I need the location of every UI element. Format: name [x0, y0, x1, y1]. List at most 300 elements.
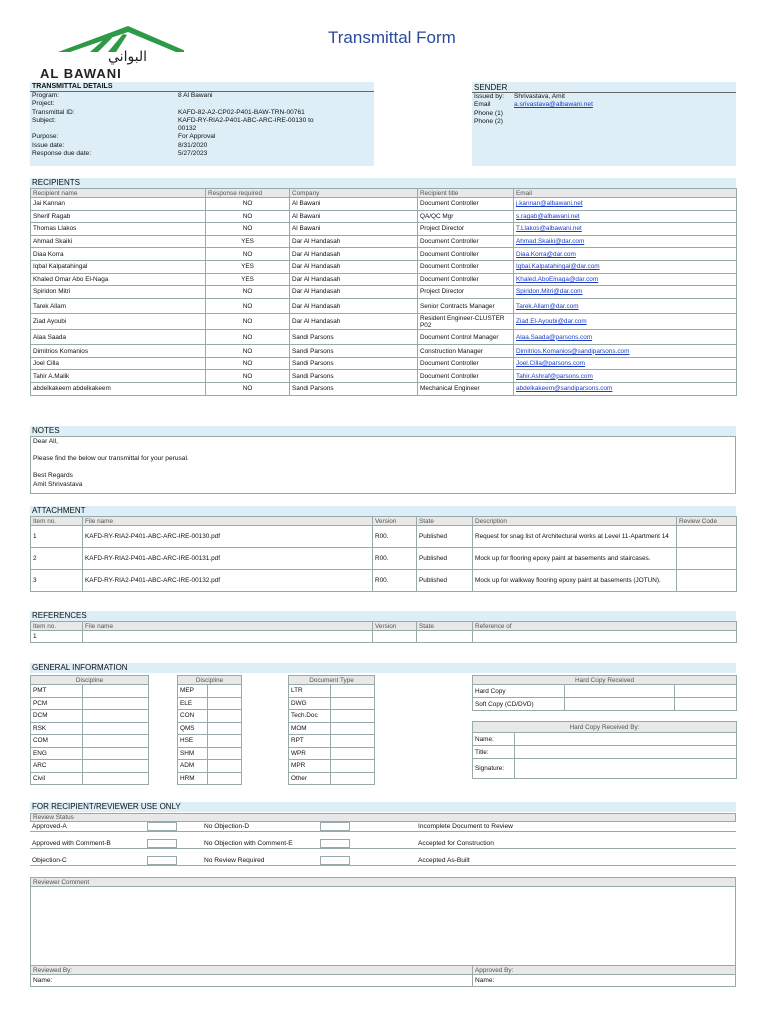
detail-label: Purpose: — [32, 133, 59, 141]
table-row — [31, 357, 737, 370]
category-checkbox-cell[interactable] — [83, 685, 149, 698]
review-status-checkbox[interactable] — [147, 856, 177, 865]
table-cell: 3 — [31, 570, 83, 592]
table-cell: Dar Al Handasah — [290, 235, 418, 248]
column-header: Company — [290, 189, 418, 198]
table-row — [31, 631, 737, 643]
table-row — [31, 223, 737, 236]
category-checkbox-cell[interactable] — [331, 722, 375, 735]
notes-line: Best Regards — [33, 472, 73, 480]
column-header: Review Code — [677, 517, 737, 526]
column-header: Version — [373, 622, 417, 631]
table-cell: Published — [417, 548, 473, 570]
table-row — [178, 685, 242, 698]
table-cell: NO — [206, 286, 290, 299]
discipline-header: Discipline — [178, 676, 242, 685]
category-checkbox-cell[interactable] — [331, 760, 375, 773]
table-cell: YES — [206, 260, 290, 273]
company-logo — [38, 22, 184, 80]
logo-arabic-text: البواني — [108, 49, 148, 65]
table-cell: Joel Cilla — [31, 357, 206, 370]
detail-value: KAFD-82-A2-CP02-P401-BAW-TRN-00761 — [178, 108, 305, 116]
attachment-file-link[interactable]: KAFD-RY-RIA2-P401-ABC-ARC-IRE-00132.pdf — [83, 570, 373, 592]
table-cell: Construction Manager — [418, 345, 514, 358]
table-cell: Sandi Parsons — [290, 357, 418, 370]
notes-line: Amit Shrivastava — [33, 480, 83, 488]
table-row — [31, 685, 149, 698]
table-row — [31, 370, 737, 383]
recipient-email-link[interactable]: Diaa.Korra@dar.com — [514, 248, 737, 261]
category-label: PCM — [31, 697, 83, 710]
table-cell: Sherif Ragab — [31, 210, 206, 223]
detail-value: For Approval — [178, 133, 216, 141]
table-cell: Tahir A.Malik — [31, 370, 206, 383]
table-row — [178, 747, 242, 760]
category-checkbox-cell[interactable] — [208, 760, 242, 773]
table-row — [178, 722, 242, 735]
table-row — [31, 210, 737, 223]
category-checkbox-cell[interactable] — [331, 697, 375, 710]
review-status-row-line — [202, 865, 416, 866]
column-header: File name — [83, 622, 373, 631]
review-status-option: Accepted As-Built — [418, 857, 470, 864]
review-status-option: Accepted for Construction — [418, 840, 494, 847]
recipient-email-link[interactable]: Tarek.Allam@dar.com — [514, 298, 737, 314]
sender-value — [514, 110, 593, 118]
table-row — [31, 329, 737, 345]
detail-label: Transmittal ID: — [32, 108, 75, 116]
sender-email-link[interactable]: a.srivastava@albawani.net — [514, 101, 593, 109]
table-cell: 1 — [31, 526, 83, 548]
table-cell: NO — [206, 345, 290, 358]
table-row — [178, 697, 242, 710]
table-cell: Document Controller — [418, 198, 514, 211]
recipients-heading: RECIPIENTS — [30, 178, 736, 188]
table-cell: Sandi Parsons — [290, 383, 418, 396]
discipline-table-1 — [30, 675, 149, 785]
category-label: RPT — [289, 735, 331, 748]
hard-copy-table-wrap — [472, 675, 736, 711]
review-status-option: No Review Required — [204, 857, 265, 864]
table-cell: NO — [206, 370, 290, 383]
hard-copy-input[interactable] — [675, 698, 737, 711]
category-label: ARC — [31, 760, 83, 773]
recipient-email-link[interactable]: Iqbal.Kalpatahingal@dar.com — [514, 260, 737, 273]
category-label: MOM — [289, 722, 331, 735]
table-cell: Mock up for walkway flooring epoxy paint at basements (JOTUN). — [473, 570, 677, 592]
transmittal-details-panel — [30, 82, 374, 166]
received-by-label: Signature: — [473, 759, 515, 779]
table-row — [178, 735, 242, 748]
category-checkbox-cell[interactable] — [208, 710, 242, 723]
review-status-checkbox[interactable] — [147, 839, 177, 848]
table-row — [473, 685, 737, 698]
table-row — [473, 698, 737, 711]
table-cell: Document Controller — [418, 260, 514, 273]
review-status-checkbox[interactable] — [320, 856, 350, 865]
column-header: Response required — [206, 189, 290, 198]
notes-heading: NOTES — [30, 426, 736, 436]
table-cell: Dar Al Handasah — [290, 248, 418, 261]
category-label: Other — [289, 772, 331, 785]
table-cell — [677, 570, 737, 592]
table-row — [178, 772, 242, 785]
hard-copy-input[interactable] — [675, 685, 737, 698]
recipient-email-link[interactable]: Tahir.Ashraf@parsons.com — [514, 370, 737, 383]
table-cell — [417, 631, 473, 643]
attachment-table — [30, 516, 737, 592]
column-header: Item no. — [31, 517, 83, 526]
category-label: MEP — [178, 685, 208, 698]
table-cell: Mock up for flooring epoxy paint at basements and staircases. — [473, 548, 677, 570]
table-row — [31, 570, 737, 592]
table-cell: Document Controller — [418, 370, 514, 383]
sender-label: Phone (2) — [474, 117, 503, 125]
category-label: PMT — [31, 685, 83, 698]
table-row — [473, 759, 737, 779]
recipient-email-link[interactable]: s.ragab@albawani.net — [514, 210, 737, 223]
table-row — [31, 273, 737, 286]
table-cell: YES — [206, 235, 290, 248]
category-checkbox-cell[interactable] — [83, 735, 149, 748]
column-header: Description — [473, 517, 677, 526]
recipients-table — [30, 188, 737, 396]
category-label: DCM — [31, 710, 83, 723]
table-row — [31, 314, 737, 330]
review-status-option: No Objection with Comment-E — [204, 840, 293, 847]
review-status-row-line — [202, 848, 416, 849]
sender-value — [514, 118, 593, 126]
table-cell: Dar Al Handasah — [290, 298, 418, 314]
table-row — [289, 697, 375, 710]
table-cell: Document Control Manager — [418, 329, 514, 345]
category-label: ENG — [31, 747, 83, 760]
recipient-email-link[interactable]: abdelkakeem@sandiparsons.com — [514, 383, 737, 396]
table-cell: Jai Kannan — [31, 198, 206, 211]
reviewer-comment-box[interactable] — [30, 877, 736, 987]
category-checkbox-cell[interactable] — [208, 735, 242, 748]
recipient-email-link[interactable]: Spiridon.Mitri@dar.com — [514, 286, 737, 299]
recipient-email-link[interactable]: Joel.Cilla@parsons.com — [514, 357, 737, 370]
table-cell — [373, 631, 417, 643]
review-status-row-line — [416, 865, 736, 866]
hard-copy-input[interactable] — [565, 685, 675, 698]
table-row — [31, 526, 737, 548]
category-checkbox-cell[interactable] — [83, 710, 149, 723]
category-checkbox-cell[interactable] — [331, 685, 375, 698]
review-status-option: Incomplete Document to Review — [418, 823, 513, 830]
hard-copy-by-table-wrap — [472, 721, 736, 779]
category-label: QMS — [178, 722, 208, 735]
table-cell: Alaa Saada — [31, 329, 206, 345]
approved-by-header: Approved By: — [473, 965, 735, 974]
table-row — [31, 760, 149, 773]
table-cell: Diaa Korra — [31, 248, 206, 261]
table-cell: Document Controller — [418, 248, 514, 261]
table-cell: NO — [206, 248, 290, 261]
discipline-header: Discipline — [31, 676, 149, 685]
recipient-email-link[interactable]: Dimitrios.Komanios@sandiparsons.com — [514, 345, 737, 358]
table-cell: R00. — [373, 570, 417, 592]
sender-label: Phone (1) — [474, 109, 503, 117]
table-cell: Dar Al Handasah — [290, 260, 418, 273]
received-by-input[interactable] — [515, 733, 737, 746]
detail-value: 5/27/2023 — [178, 150, 208, 158]
sender-value: Shrivastava, Amit — [514, 93, 565, 100]
approved-by-name-label: Name: — [473, 974, 735, 986]
detail-value: 8 Al Bawani — [178, 92, 213, 99]
document-type-table — [288, 675, 375, 785]
column-header: Recipient title — [418, 189, 514, 198]
table-cell: Sandi Parsons — [290, 345, 418, 358]
detail-value: 00132 — [178, 125, 197, 133]
reviewer-comment-header: Reviewer Comment — [31, 878, 735, 887]
table-cell: Tarek Allam — [31, 298, 206, 314]
category-label: MPR — [289, 760, 331, 773]
attachment-file-link[interactable]: KAFD-RY-RIA2-P401-ABC-ARC-IRE-00131.pdf — [83, 548, 373, 570]
table-row — [289, 710, 375, 723]
recipients-table-wrap — [30, 188, 736, 396]
detail-label: Project: — [32, 100, 55, 108]
review-status-option: Objection-C — [32, 857, 67, 864]
attachment-file-link[interactable]: KAFD-RY-RIA2-P401-ABC-ARC-IRE-00130.pdf — [83, 526, 373, 548]
column-header: File name — [83, 517, 373, 526]
table-row — [31, 298, 737, 314]
received-by-input[interactable] — [515, 746, 737, 759]
references-heading: REFERENCES — [30, 611, 736, 621]
table-cell: abdelkakeem abdelkakeem — [31, 383, 206, 396]
discipline-table-2 — [177, 675, 242, 785]
table-row — [289, 685, 375, 698]
hard-copy-label: Hard Copy — [473, 685, 565, 698]
table-cell: Document Controller — [418, 357, 514, 370]
category-checkbox-cell[interactable] — [208, 697, 242, 710]
table-cell: R00. — [373, 548, 417, 570]
column-header: Recipient name — [31, 189, 206, 198]
recipient-email-link[interactable]: T.Llakos@albawani.net — [514, 223, 737, 236]
category-checkbox-cell[interactable] — [83, 747, 149, 760]
table-row — [31, 383, 737, 396]
table-cell: Dar Al Handasah — [290, 286, 418, 299]
table-cell: Thomas Llakos — [31, 223, 206, 236]
table-cell: NO — [206, 329, 290, 345]
table-row — [31, 248, 737, 261]
reviewed-by-header: Reviewed By: — [31, 965, 473, 974]
table-row — [473, 746, 737, 759]
received-by-input[interactable] — [515, 759, 737, 779]
detail-label: Issue date: — [32, 141, 65, 149]
category-label: RSK — [31, 722, 83, 735]
logo-name-text: AL BAWANI — [40, 66, 122, 81]
category-label: WPR — [289, 747, 331, 760]
table-row — [31, 710, 149, 723]
table-cell: R00. — [373, 526, 417, 548]
category-label: HRM — [178, 772, 208, 785]
general-information-heading: GENERAL INFORMATION — [30, 663, 736, 673]
references-table-wrap — [30, 621, 736, 643]
table-cell: NO — [206, 357, 290, 370]
table-cell: Mechanical Engineer — [418, 383, 514, 396]
table-cell — [677, 548, 737, 570]
category-checkbox-cell[interactable] — [331, 735, 375, 748]
table-cell: Sandi Parsons — [290, 329, 418, 345]
table-cell: Ziad Ayoubi — [31, 314, 206, 330]
table-cell: Sandi Parsons — [290, 370, 418, 383]
detail-label: Response due date: — [32, 150, 92, 158]
detail-label — [32, 125, 91, 133]
review-status-row-line — [416, 831, 736, 832]
table-cell: Al Bawani — [290, 210, 418, 223]
table-cell: QA/QC Mgr — [418, 210, 514, 223]
category-checkbox-cell[interactable] — [208, 772, 242, 785]
attachment-table-wrap — [30, 516, 736, 592]
review-status-row-line — [202, 831, 416, 832]
review-status-checkbox[interactable] — [320, 822, 350, 831]
table-cell: Dimitrios Komanios — [31, 345, 206, 358]
table-row — [31, 260, 737, 273]
table-cell: NO — [206, 298, 290, 314]
table-cell: YES — [206, 273, 290, 286]
column-header: Version — [373, 517, 417, 526]
category-checkbox-cell[interactable] — [331, 747, 375, 760]
form-title: Transmittal Form — [328, 28, 456, 47]
notes-line: Please find the below our transmittal for your perusal. — [33, 455, 189, 463]
review-status-row-line — [30, 865, 202, 866]
review-status-row-line — [30, 848, 202, 849]
category-checkbox-cell[interactable] — [83, 697, 149, 710]
review-status-header: Review Status — [30, 813, 736, 822]
table-row — [31, 735, 149, 748]
sender-label: Email — [474, 101, 491, 109]
recipient-email-link[interactable]: Ahmad.Skaiki@dar.com — [514, 235, 737, 248]
table-cell: Iqbal Kalpatahingal — [31, 260, 206, 273]
category-label: Tech.Doc — [289, 710, 331, 723]
category-checkbox-cell[interactable] — [208, 685, 242, 698]
table-row — [31, 722, 149, 735]
review-status-checkbox[interactable] — [147, 822, 177, 831]
table-cell: NO — [206, 383, 290, 396]
hard-copy-by-table — [472, 721, 737, 779]
category-label: SHM — [178, 747, 208, 760]
category-label: LTR — [289, 685, 331, 698]
category-checkbox-cell[interactable] — [83, 760, 149, 773]
category-label: ELE — [178, 697, 208, 710]
table-row — [31, 235, 737, 248]
detail-label: Program: — [32, 92, 60, 99]
recipient-email-link[interactable]: Alaa.Saada@parsons.com — [514, 329, 737, 345]
category-checkbox-cell[interactable] — [208, 747, 242, 760]
category-checkbox-cell[interactable] — [331, 710, 375, 723]
notes-line: Dear All, — [33, 438, 58, 445]
table-cell: 2 — [31, 548, 83, 570]
table-row — [178, 760, 242, 773]
table-cell — [83, 631, 373, 643]
table-cell: Ahmad Skaiki — [31, 235, 206, 248]
recipient-email-link[interactable]: Ziad.El-Ayoubi@dar.com — [514, 314, 737, 330]
review-status-row-line — [416, 848, 736, 849]
review-status-checkbox[interactable] — [320, 839, 350, 848]
table-cell: Published — [417, 526, 473, 548]
hard-copy-table — [472, 675, 737, 711]
table-cell: NO — [206, 223, 290, 236]
hard-copy-by-header: Hard Copy Received By: — [473, 722, 737, 733]
received-by-label: Title: — [473, 746, 515, 759]
table-row — [289, 760, 375, 773]
column-header: State — [417, 517, 473, 526]
hard-copy-header: Hard Copy Received — [473, 676, 737, 685]
table-cell: Senior Contracts Manager — [418, 298, 514, 314]
detail-label: Subject: — [32, 116, 56, 124]
references-table — [30, 621, 737, 643]
table-row — [31, 747, 149, 760]
table-row — [31, 286, 737, 299]
review-status-option: No Objection-D — [204, 823, 250, 830]
table-cell — [677, 526, 737, 548]
table-cell: Resident Engineer-CLUSTER P02 — [418, 314, 514, 330]
reviewed-by-name-label: Name: — [31, 974, 473, 986]
table-row — [31, 345, 737, 358]
discipline-table-1-wrap — [30, 675, 148, 785]
category-label: Civil — [31, 772, 83, 785]
table-cell: Khaled Omar Abo El-Naga — [31, 273, 206, 286]
received-by-label: Name: — [473, 733, 515, 746]
review-status-grid — [30, 822, 736, 870]
category-label: DWG — [289, 697, 331, 710]
hard-copy-input[interactable] — [565, 698, 675, 711]
transmittal-details-heading: TRANSMITTAL DETAILS — [30, 82, 374, 92]
notes-line — [33, 464, 733, 473]
category-checkbox-cell[interactable] — [83, 722, 149, 735]
table-row — [31, 198, 737, 211]
category-checkbox-cell[interactable] — [83, 772, 149, 785]
table-row — [473, 733, 737, 746]
recipient-email-link[interactable]: Khaled.AboElnaga@dar.com — [514, 273, 737, 286]
table-cell: Project Director — [418, 223, 514, 236]
table-cell: NO — [206, 210, 290, 223]
category-label: CON — [178, 710, 208, 723]
sender-heading: SENDER — [472, 82, 736, 93]
sender-panel — [472, 82, 736, 166]
column-header: Item no. — [31, 622, 83, 631]
category-checkbox-cell[interactable] — [208, 722, 242, 735]
review-status-row-line — [30, 831, 202, 832]
discipline-table-2-wrap — [177, 675, 241, 785]
table-cell: Request for snag list of Architectural works at Level 11-Apartment 14 — [473, 526, 677, 548]
table-row — [178, 710, 242, 723]
document-type-table-wrap — [288, 675, 374, 785]
document-type-header: Document Type — [289, 676, 375, 685]
category-label: HSE — [178, 735, 208, 748]
category-checkbox-cell[interactable] — [331, 772, 375, 785]
table-cell: Published — [417, 570, 473, 592]
recipient-email-link[interactable]: j.kannan@albawani.net — [514, 198, 737, 211]
table-cell: Spiridon Mitri — [31, 286, 206, 299]
table-cell — [473, 631, 737, 643]
detail-value — [178, 100, 314, 108]
table-cell: Al Bawani — [290, 223, 418, 236]
detail-value: KAFD-RY-RIA2-P401-ABC-ARC-IRE-00130 to — [178, 116, 314, 124]
notes-line — [33, 447, 733, 456]
hard-copy-label: Soft Copy (CD/DVD) — [473, 698, 565, 711]
table-cell: 1 — [31, 631, 83, 643]
table-cell: Dar Al Handasah — [290, 314, 418, 330]
review-status-option: Approved-A — [32, 823, 67, 830]
table-row — [289, 772, 375, 785]
reviewer-heading: FOR RECIPIENT/REVIEWER USE ONLY — [30, 802, 736, 812]
category-label: COM — [31, 735, 83, 748]
column-header: Email — [514, 189, 737, 198]
detail-value: 8/31/2020 — [178, 141, 208, 149]
